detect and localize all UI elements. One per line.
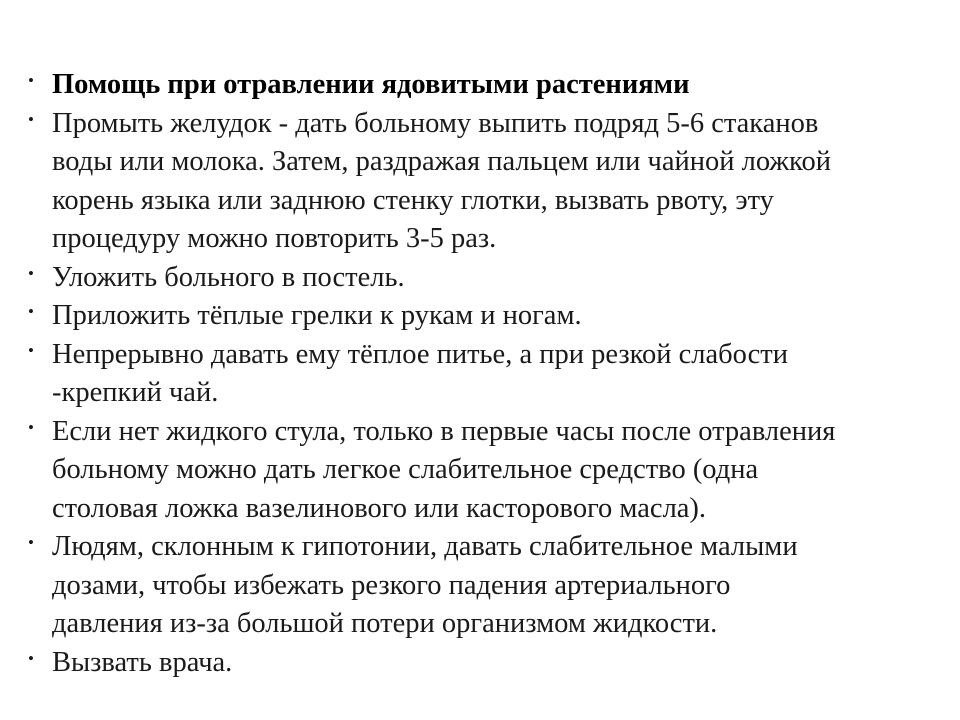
bullet-icon: • — [28, 302, 34, 321]
list-item — [28, 105, 948, 259]
bullet-icon: • — [28, 263, 34, 283]
bullet-icon: • — [28, 648, 34, 668]
list-item-text: Помощь при отравлении ядовитыми растениями — [52, 69, 690, 100]
list-item-heading — [28, 66, 948, 105]
bullet-icon: • — [28, 533, 34, 552]
list-item-text: Людям, склонным к гипотонии, давать слабительное малыми дозами, чтобы избежать резкого падения артериального давления из-за большой потери организмом жидкости. — [52, 531, 798, 639]
list-item — [28, 528, 948, 644]
list-item-text: Если нет жидкого стула, только в первые часы после отравления больному можно дать легкое слабительное средство (одна столовая ложка вазелинового или касторового масла). — [52, 415, 836, 524]
bullet-list — [28, 66, 948, 682]
list-item-text: Приложить тёплые грелки к рукам и ногам. — [52, 300, 582, 331]
bullet-icon: • — [28, 417, 34, 437]
list-item — [28, 336, 948, 413]
list-item — [28, 297, 948, 336]
list-item-text: Непрерывно давать ему тёплое питье, а при резкой слабости -крепкий чай. — [52, 338, 788, 408]
bullet-icon: • — [28, 109, 34, 129]
list-item — [28, 413, 948, 529]
list-item-text: Промыть желудок - дать больному выпить подряд 5-6 стаканов воды или молока. Затем, раздражая пальцем или чайной ложкой корень языка или заднюю стенку глотки, вызвать рвоту, эту процедуру можно повторить 3-5 раз. — [52, 107, 831, 254]
list-item — [28, 644, 948, 683]
list-item — [28, 259, 948, 298]
list-item-text: Уложить больного в постель. — [52, 261, 405, 293]
bullet-icon: • — [28, 71, 34, 90]
list-item-text: Вызвать врача. — [52, 646, 233, 678]
bullet-icon: • — [28, 340, 34, 360]
